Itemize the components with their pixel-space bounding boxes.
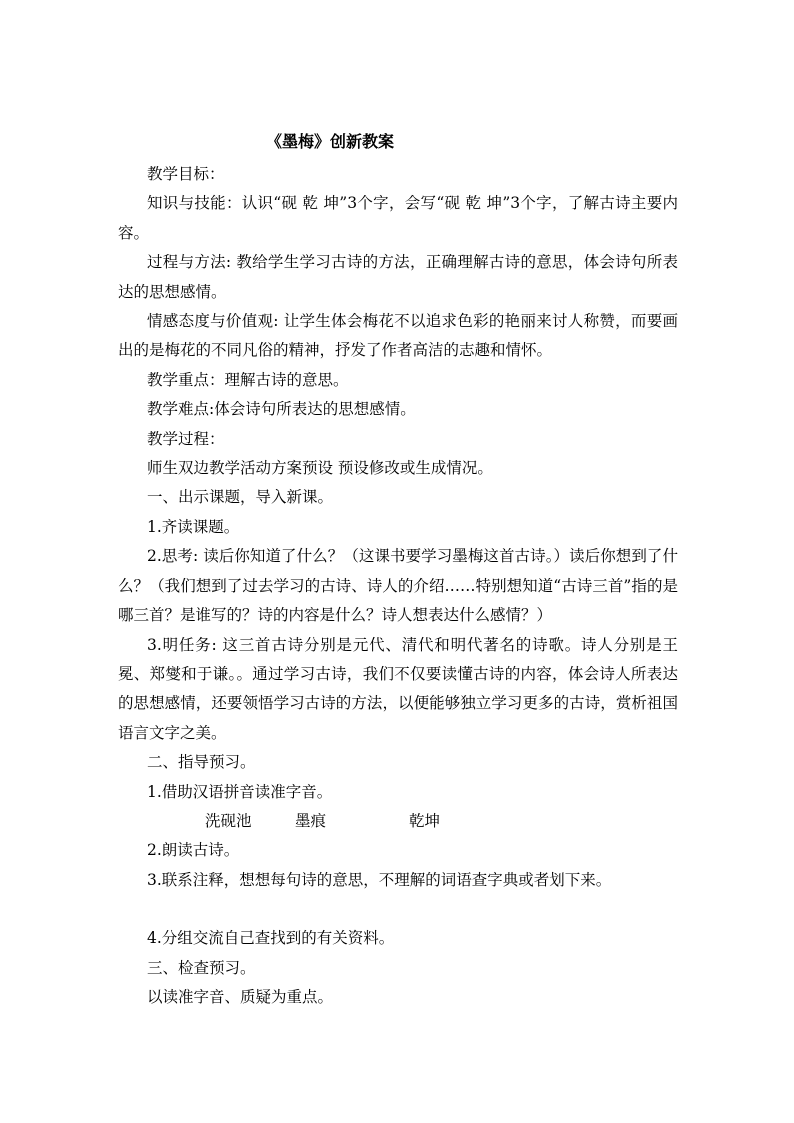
vocab-list (147, 807, 440, 836)
paragraph: 情感态度与价值观: 让学生体会梅花不以追求色彩的艳丽来讨人称赞，而要画出的是梅花的不同凡俗的精神，抒发了作者高洁的志趣和情怀。 (118, 312, 678, 360)
paragraph: 1.齐读课题。 (147, 517, 240, 536)
vocab-word: 洗砚池 (205, 811, 252, 830)
paragraph: 教学重点：理解古诗的意思。 (147, 370, 349, 389)
paragraph: 三、检查预习。 (147, 958, 256, 977)
paragraph: 1.借助汉语拼音读准字音。 (147, 782, 333, 801)
paragraph: 教学目标： (147, 165, 225, 183)
paragraph: 3.明任务: 这三首古诗分别是元代、清代和明代著名的诗歌。诗人分别是王冕、郑燮和于谦。。通过学习古诗，我们不仅要读懂古诗的内容，体会诗人所表达的思想感情，还要领悟学习古诗的方法，以便能够独立学习更多的古诗，赏析祖国语言文字之美。 (118, 635, 678, 742)
vocab-word: 墨痕 (295, 811, 327, 830)
paragraph: 2.思考: 读后你知道了什么？（这课书要学习墨梅这首古诗。）读后你想到了什么？（我们想到了过去学习的古诗、诗人的介绍……特别想知道“古诗三首”指的是哪三首？是谁写的？诗的内容是什么？诗人想表达什么感情？） (118, 547, 678, 625)
paragraph: 二、指导预习。 (147, 753, 256, 772)
document-title: 《墨梅》创新教案 (266, 132, 395, 151)
vocab-word: 乾坤 (409, 811, 441, 830)
vocab-line (118, 807, 678, 836)
paragraph: 师生双边教学活动方案预设 预设修改或生成情况。 (147, 459, 493, 478)
paragraph: 知识与技能：认识“砚 乾 坤”3个字，会写“砚 乾 坤”3个字，了解古诗主要内容。 (118, 194, 678, 242)
paragraph: 过程与方法: 教给学生学习古诗的方法，正确理解古诗的意思，体会诗句所表达的思想感情。 (118, 253, 678, 301)
paragraph: 3.联系注释，想想每句诗的意思，不理解的词语查字典或者划下来。 (147, 870, 612, 889)
paragraph: 4.分组交流自己查找到的有关资料。 (147, 929, 395, 948)
paragraph: 以读准字音、质疑为重点。 (147, 987, 334, 1006)
document-body (118, 160, 678, 1012)
paragraph: 一、出示课题，导入新课。 (147, 488, 334, 507)
paragraph: 教学难点:体会诗句所表达的思想感情。 (147, 400, 416, 419)
paragraph: 教学过程： (147, 429, 225, 448)
paragraph: 2.朗读古诗。 (147, 841, 240, 860)
